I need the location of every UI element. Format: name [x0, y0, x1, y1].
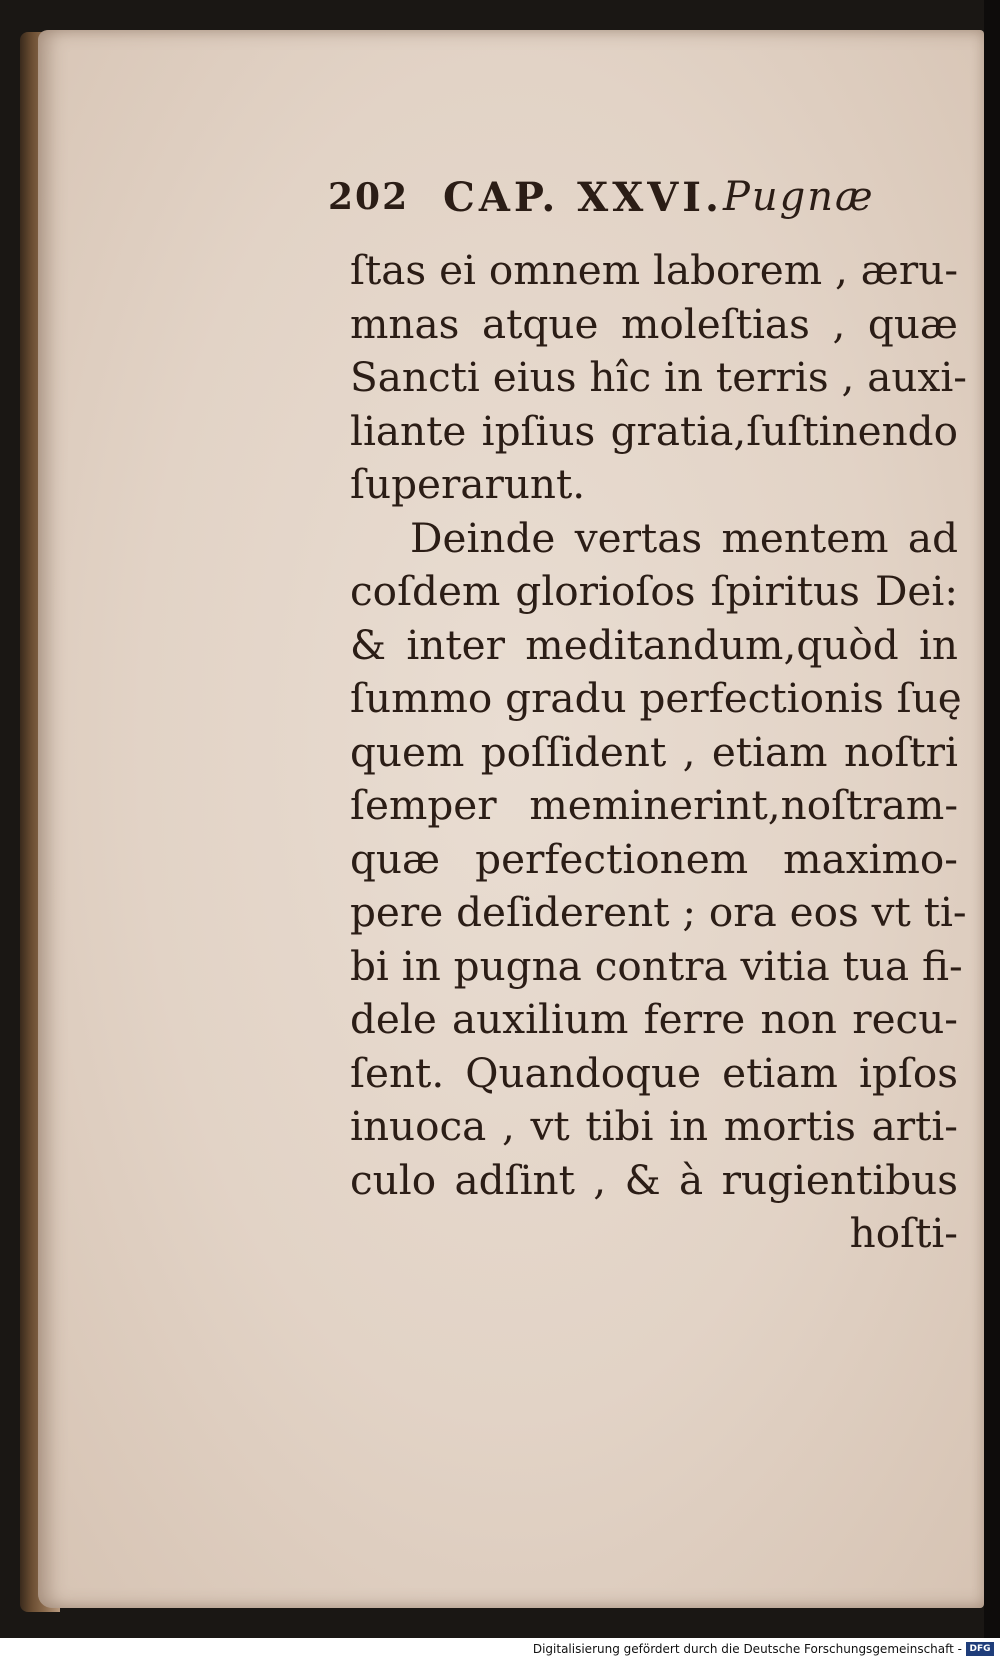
text-line: liante ipſius gratia,ſuſtinendo	[350, 406, 958, 455]
text-line: bi in pugna contra vitia tua fi-	[350, 941, 963, 990]
text-line: quem poſſident , etiam noſtri	[350, 727, 958, 776]
text-line: quæ perfectionem maximo-	[350, 834, 958, 883]
dfg-logo: DFG	[966, 1642, 994, 1656]
text-line: & inter meditandum,quòd in	[350, 620, 958, 669]
catchword: hoſti-	[849, 1209, 958, 1257]
text-line: ſemper meminerint,noſtram-	[350, 781, 958, 829]
funding-credit: Digitalisierung gefördert durch die Deutsche Forschungsgemeinschaft -	[532, 1642, 962, 1656]
text-line: ſtas ei omnem laborem , æru-	[350, 246, 958, 294]
text-line: culo adſint , & à rugientibus	[350, 1155, 958, 1204]
text-line: ſummo gradu perfectionis ſuę	[350, 674, 962, 722]
text-line: inuoca , vt tibi in mortis arti-	[350, 1102, 958, 1150]
page-header	[328, 168, 958, 228]
digitization-footer	[0, 1638, 1000, 1661]
text-line: ſent. Quandoque etiam ipſos	[350, 1048, 958, 1097]
body-text	[350, 244, 967, 1261]
text-line: coſdem glorioſos ſpiritus Dei:	[350, 567, 958, 615]
text-line: Sancti eius hîc in terris , auxi-	[350, 353, 967, 401]
text-line: ſuperarunt.	[350, 460, 586, 508]
chapter-heading: CAP. XXVI.	[443, 174, 723, 221]
text-line: dele auxilium ferre non recu-	[350, 995, 958, 1043]
scan-border	[984, 0, 1000, 1638]
text-line: mnas atque moleſtias , quæ	[350, 299, 958, 348]
text-line: pere deſiderent ; ora eos vt ti-	[350, 888, 967, 936]
text-line: Deinde vertas mentem ad	[410, 513, 958, 562]
running-title: Pugnæ	[723, 174, 875, 220]
page-number: 202	[328, 176, 410, 218]
